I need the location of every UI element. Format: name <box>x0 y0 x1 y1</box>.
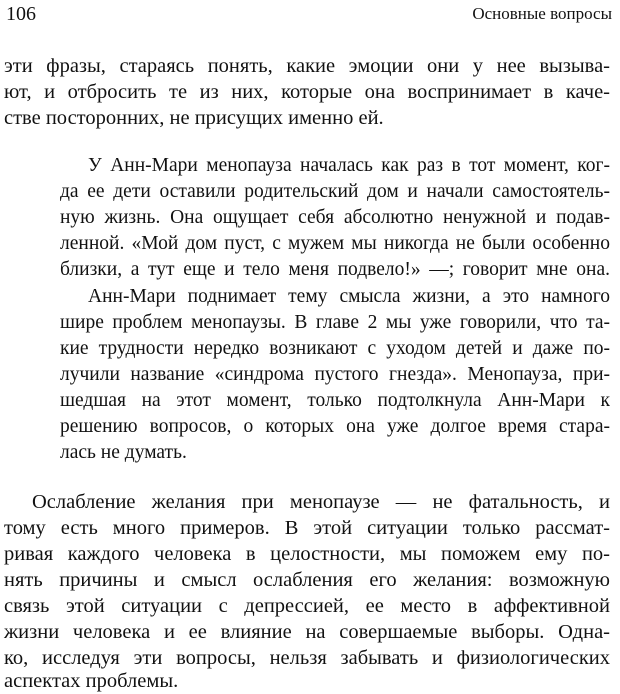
text-line: эти фразы, стараясь понять, какие эмоции они у нее вызыва- <box>4 55 610 77</box>
text-line: У Анн-Мари менопауза началась как раз в тот момент, ког- <box>88 155 610 176</box>
running-head: Основные вопросы <box>472 4 612 23</box>
text-line: нять причины и смысл ослабления его желания: возможную <box>4 569 610 591</box>
text-line: Анн-Мари поднимает тему смысла жизни, а это намного <box>88 286 610 307</box>
text-line: кие трудности нередко возникают с уходом детей и даже по- <box>60 338 610 359</box>
text-line: лучили название «синдрома пустого гнезда». Менопауза, при- <box>60 364 610 385</box>
text-line: решению вопросов, о которых она уже долгое время стара- <box>60 416 610 437</box>
text-line: тому есть много примеров. В этой ситуации только рассмат- <box>4 517 610 539</box>
text-line: шедшая на этот момент, только подтолкнула Анн-Мари к <box>60 390 610 411</box>
text-line: ленной. «Мой дом пуст, с мужем мы никогда не были особенно <box>60 233 610 254</box>
text-line: аспектах проблемы. <box>4 670 179 692</box>
text-line: стве посторонних, не присущих именно ей. <box>4 107 384 129</box>
text-line: да ее дети оставили родительский дом и начали самостоятель- <box>60 181 610 202</box>
text-line: лась не думать. <box>60 442 187 463</box>
text-line: близки, а тут еще и тело меня подвело!» —; говорит мне она. <box>60 259 610 280</box>
text-line: ную жизнь. Она ощущает себя абсолютно ненужной и подав- <box>60 207 610 228</box>
text-line: ко, исследуя эти вопросы, нельзя забывать и физиологических <box>4 647 610 669</box>
text-line: жизни человека и ее влияние на совершаемые выборы. Одна- <box>4 621 610 643</box>
text-line: ривая каждого человека в целостности, мы поможем ему по- <box>4 543 610 565</box>
text-line: шире проблем менопаузы. В главе 2 мы уже говорили, что та- <box>60 312 610 333</box>
text-line: ют, и отбросить те из них, которые она воспринимает в каче- <box>4 81 610 103</box>
text-line: Ослабление желания при менопаузе — не фатальность, и <box>32 491 610 513</box>
text-line: связь этой ситуации с депрессией, ее место в аффективной <box>4 595 610 617</box>
page-number: 106 <box>6 3 36 25</box>
